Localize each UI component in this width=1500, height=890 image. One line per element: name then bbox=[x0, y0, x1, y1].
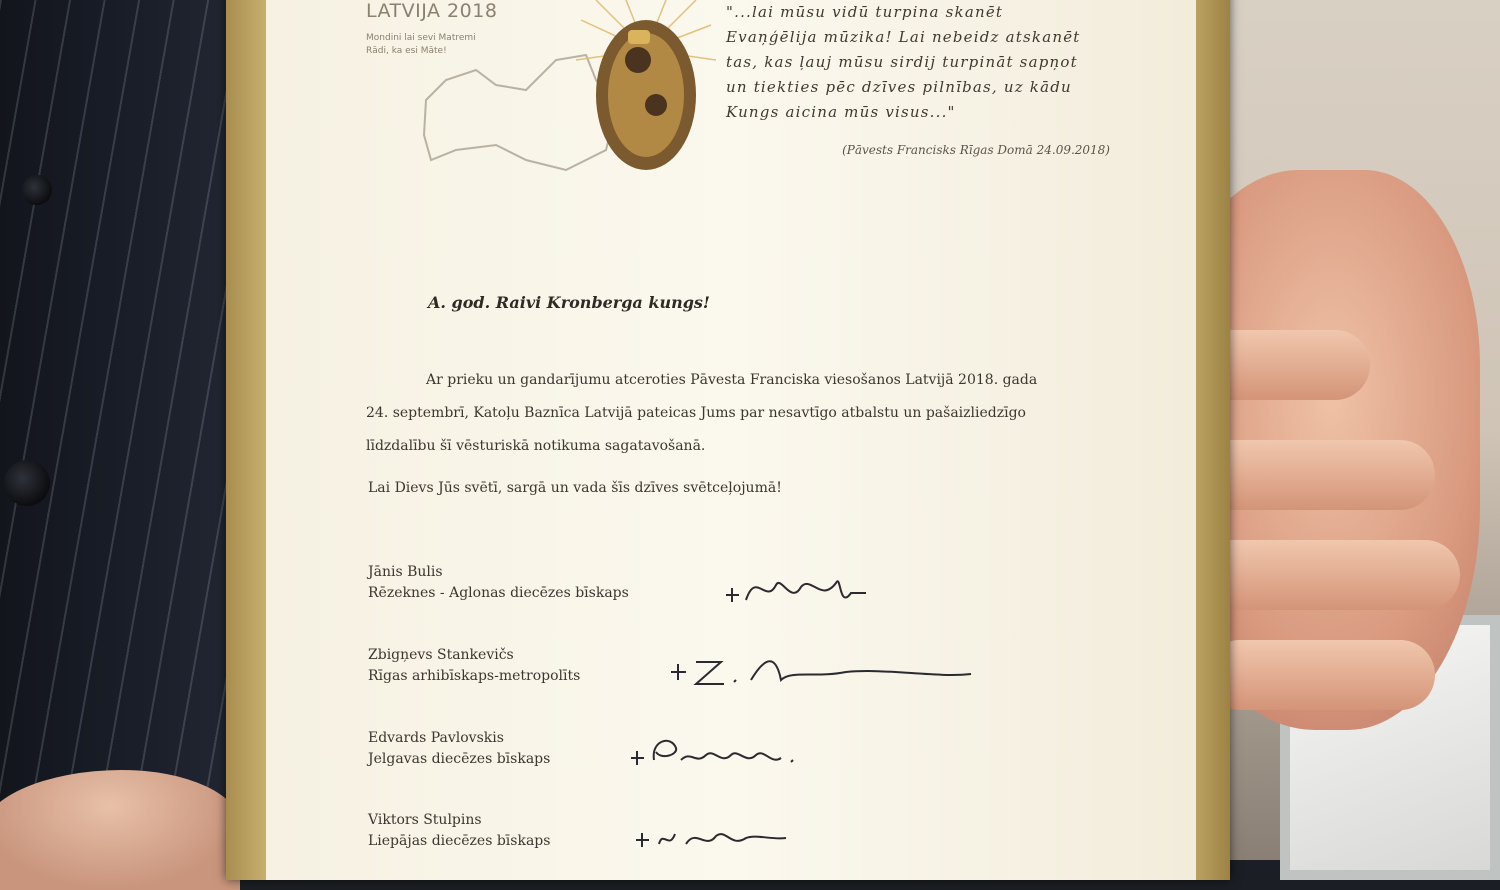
letter-paper bbox=[266, 0, 1196, 880]
signatory-name: Viktors Stulpins bbox=[368, 812, 482, 828]
left-hand bbox=[0, 770, 240, 890]
signatory-title: Liepājas diecēzes bīskaps bbox=[368, 833, 551, 849]
blessing: Lai Dievs Jūs svētī, sargā un vada šīs dzīves svētceļojumā! bbox=[368, 480, 782, 496]
quote-line: Kungs aicina mūs visus..." bbox=[726, 103, 956, 121]
body-line: 24. septembrī, Katoļu Baznīca Latvijā pateicas Jums par nesavtīgo atbalstu un pašaizliedzīgo bbox=[366, 405, 1026, 421]
body-line: Ar prieku un gandarījumu atceroties Pāvesta Franciska viesošanos Latvijā 2018. gada bbox=[426, 372, 1038, 388]
signatory-title: Rēzeknes - Aglonas diecēzes bīskaps bbox=[368, 585, 629, 601]
jacket-button bbox=[22, 175, 52, 205]
signatory bbox=[368, 810, 550, 852]
madonna-icon bbox=[576, 0, 716, 175]
signatory-title: Jelgavas diecēzes bīskaps bbox=[368, 751, 551, 767]
quote-line: tas, kas ļauj mūsu sirdij turpināt sapņot bbox=[726, 53, 1078, 71]
quote-line: "...lai mūsu vidū turpina skanēt bbox=[726, 3, 1004, 21]
logo-subtitle-line: Rādi, ka esi Māte! bbox=[366, 46, 447, 56]
logo-subtitle-line: Mondini lai sevi Matremi bbox=[366, 33, 476, 43]
quote-attribution: (Pāvests Francisks Rīgas Domā 24.09.2018) bbox=[842, 143, 1110, 157]
pope-quote bbox=[726, 0, 1116, 125]
letter-body bbox=[366, 364, 1094, 463]
suit-jacket bbox=[0, 0, 250, 860]
salutation: A. god. Raivi Kronberga kungs! bbox=[428, 293, 710, 312]
signature bbox=[626, 730, 806, 775]
signature bbox=[721, 565, 891, 615]
finger bbox=[1195, 440, 1435, 510]
signatory-name: Zbigņevs Stankevičs bbox=[368, 647, 514, 663]
body-line: līdzdalību šī vēsturiskā notikuma sagatavošanā. bbox=[366, 438, 706, 454]
signatory bbox=[368, 645, 580, 687]
signatory-name: Jānis Bulis bbox=[368, 564, 443, 580]
finger bbox=[1200, 540, 1460, 610]
signature bbox=[631, 820, 801, 855]
quote-line: Evaņģēlija mūzika! Lai nebeidz atskanēt bbox=[726, 28, 1081, 46]
quote-line: un tiekties pēc dzīves pilnības, uz kādu bbox=[726, 78, 1072, 96]
signatory-name: Edvards Pavlovskis bbox=[368, 730, 504, 746]
finger bbox=[1205, 640, 1435, 710]
jacket-button bbox=[4, 460, 50, 506]
logo-title: LATVIJA 2018 bbox=[366, 0, 498, 22]
signature bbox=[666, 650, 986, 690]
signatory bbox=[368, 562, 629, 604]
signatory bbox=[368, 728, 550, 770]
signatory-title: Rīgas arhibīskaps-metropolīts bbox=[368, 668, 581, 684]
